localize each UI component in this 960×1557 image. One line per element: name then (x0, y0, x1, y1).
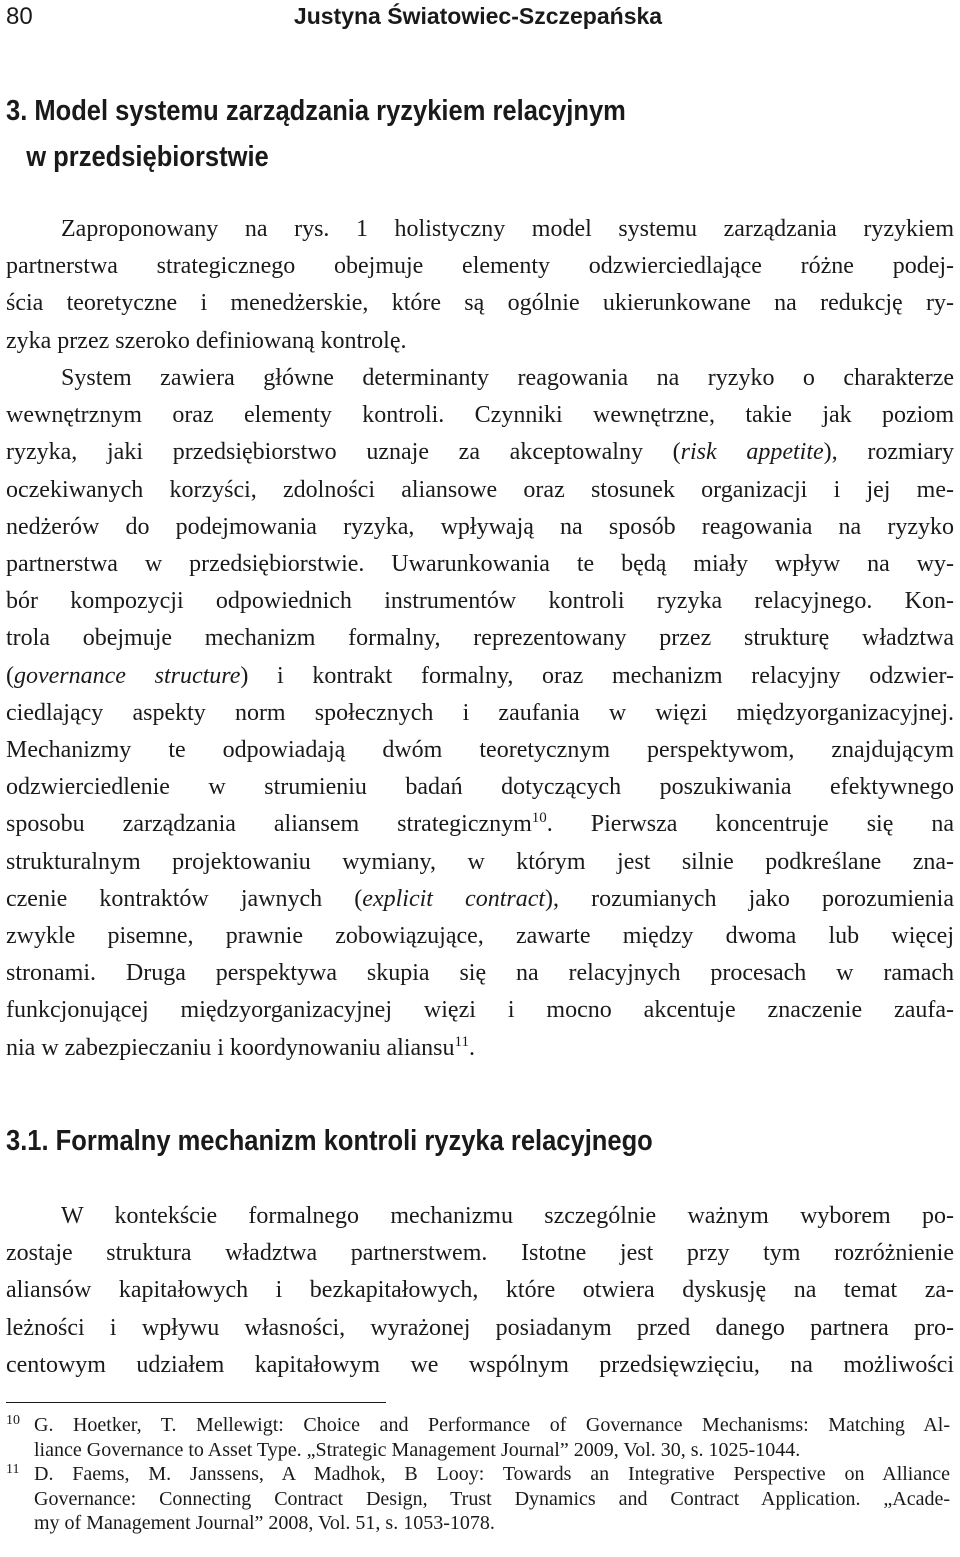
body-paragraph-3 (6, 1198, 954, 1384)
term-explicit-contract: explicit contract (362, 885, 546, 912)
term-governance-structure: governance structure (14, 662, 241, 689)
section-heading-line-1: 3. Model systemu zarządzania ryzykiem relacyjnym (6, 95, 626, 127)
footnote-ref-11[interactable]: 11 (454, 1033, 469, 1050)
text-fragment: . (468, 1034, 475, 1061)
text-line: W kontekście formalnego mechanizmu szczególnie ważnym wyborem po- (61, 1203, 954, 1229)
footnote-line: Governance: Connecting Contract Design, Trust Dynamics and Contract Application. „Acade- (34, 1487, 950, 1510)
text-line: nedżerów do podejmowania ryzyka, wpływają na sposób reagowania na ryzyko (6, 513, 954, 540)
text-fragment: sposobu zarządzania aliansem strategicznym (6, 811, 532, 838)
footnote-divider (6, 1402, 386, 1403)
text-fragment: ), rozumianych jako porozumienia (545, 885, 954, 912)
text-line: oczekiwanych korzyści, zdolności aliansowe oraz stosunek organizacji i jej me- (6, 476, 954, 503)
footnote-line: liance Governance to Asset Type. „Strategic Management Journal” 2009, Vol. 30, s. 1025-1044. (34, 1438, 801, 1461)
text-line: strukturalnym projektowaniu wymiany, w którym jest silnie podkreślane zna- (6, 848, 954, 875)
text-line: zostaje struktura władztwa partnerstwem. Istotne jest przy tym rozróżnienie (6, 1240, 954, 1267)
subsection-heading: 3.1. Formalny mechanizm kontroli ryzyka relacyjnego (6, 1125, 653, 1157)
text-line: odzwierciedlenie w strumieniu badań dotyczących poszukiwania efektywnego (6, 774, 954, 801)
text-line: wewnętrznym oraz elementy kontroli. Czynniki wewnętrzne, takie jak poziom (6, 402, 954, 429)
body-paragraph-1 (6, 211, 954, 360)
text-line (6, 434, 954, 471)
text-line: stronami. Druga perspektywa skupia się na relacyjnych procesach w ramach (6, 960, 954, 987)
text-line: ścia teoretyczne i menedżerskie, które są ogólnie ukierunkowane na redukcję ry- (6, 290, 954, 317)
text-line: zyka przez szeroko definiowaną kontrolę. (6, 327, 407, 354)
text-line: trola obejmuje mechanizm formalny, reprezentowany przez strukturę władztwa (6, 625, 954, 652)
text-fragment: . Pierwsza koncentruje się na (546, 811, 954, 838)
text-line: Mechanizmy te odpowiadają dwóm teoretycznym perspektywom, znajdującym (6, 737, 954, 764)
text-line: partnerstwa strategicznego obejmuje elementy odzwierciedlające różne podej- (6, 253, 954, 280)
text-line (6, 1030, 954, 1067)
text-line: ciedlający aspekty norm społecznych i zaufania w więzi międzyorganizacyjnej. (6, 699, 954, 726)
term-risk-appetite: risk appetite (680, 439, 824, 466)
text-line: funkcjonującej międzyorganizacyjnej więzi i mocno akcentuje znaczenie zaufa- (6, 997, 954, 1024)
text-fragment: ) i kontrakt formalny, oraz mechanizm relacyjny odzwier- (240, 662, 954, 689)
text-fragment: czenie kontraktów jawnych ( (6, 885, 363, 912)
footnotes (6, 1413, 950, 1536)
footnote-line: G. Hoetker, T. Mellewigt: Choice and Performance of Governance Mechanisms: Matching Al- (34, 1414, 950, 1436)
section-heading-line-2: w przedsiębiorstwie (26, 141, 269, 173)
footnote-10 (6, 1413, 950, 1462)
text-fragment: ryzyka, jaki przedsiębiorstwo uznaje za akceptowalny ( (6, 439, 681, 466)
text-fragment: ( (6, 662, 14, 689)
text-line: System zawiera główne determinanty reagowania na ryzyko o charakterze (61, 365, 954, 391)
text-line (6, 806, 954, 843)
text-line (6, 881, 954, 918)
running-header (6, 0, 950, 34)
footnote-line: my of Management Journal” 2008, Vol. 51, s. 1053-1078. (34, 1512, 495, 1534)
footnote-mark: 10 (6, 1413, 20, 1428)
footnote-line: D. Faems, M. Janssens, A Madhok, B Looy: Towards an Integrative Perspective on Alliance (34, 1463, 950, 1485)
text-fragment: ), rozmiary (823, 439, 954, 466)
section-heading (6, 88, 626, 180)
footnote-11 (6, 1462, 950, 1536)
body-paragraph-2 (6, 360, 954, 1067)
text-line: bór kompozycji odpowiednich instrumentów kontroli ryzyka relacyjnego. Kon- (6, 588, 954, 615)
text-line: zwykle pisemne, prawnie zobowiązujące, zawarte między dwoma lub więcej (6, 923, 954, 950)
text-line (6, 658, 954, 695)
text-line: aliansów kapitałowych i bezkapitałowych, które otwiera dyskusję na temat za- (6, 1277, 954, 1304)
text-fragment: nia w zabezpieczaniu i koordynowaniu aliansu (6, 1034, 455, 1061)
text-line: partnerstwa w przedsiębiorstwie. Uwarunkowania te będą miały wpływ na wy- (6, 551, 954, 578)
running-head-author: Justyna Światowiec-Szczepańska (293, 3, 663, 29)
page-number: 80 (6, 3, 33, 30)
text-line: leżności i wpływu własności, wyrażonej posiadanym przed danego partnera pro- (6, 1314, 954, 1341)
footnote-mark: 11 (6, 1462, 20, 1477)
footnote-ref-10[interactable]: 10 (531, 810, 547, 827)
text-line: centowym udziałem kapitałowym we wspólnym przedsięwzięciu, na możliwości (6, 1351, 954, 1378)
text-line: Zaproponowany na rys. 1 holistyczny model systemu zarządzania ryzykiem (61, 216, 954, 242)
